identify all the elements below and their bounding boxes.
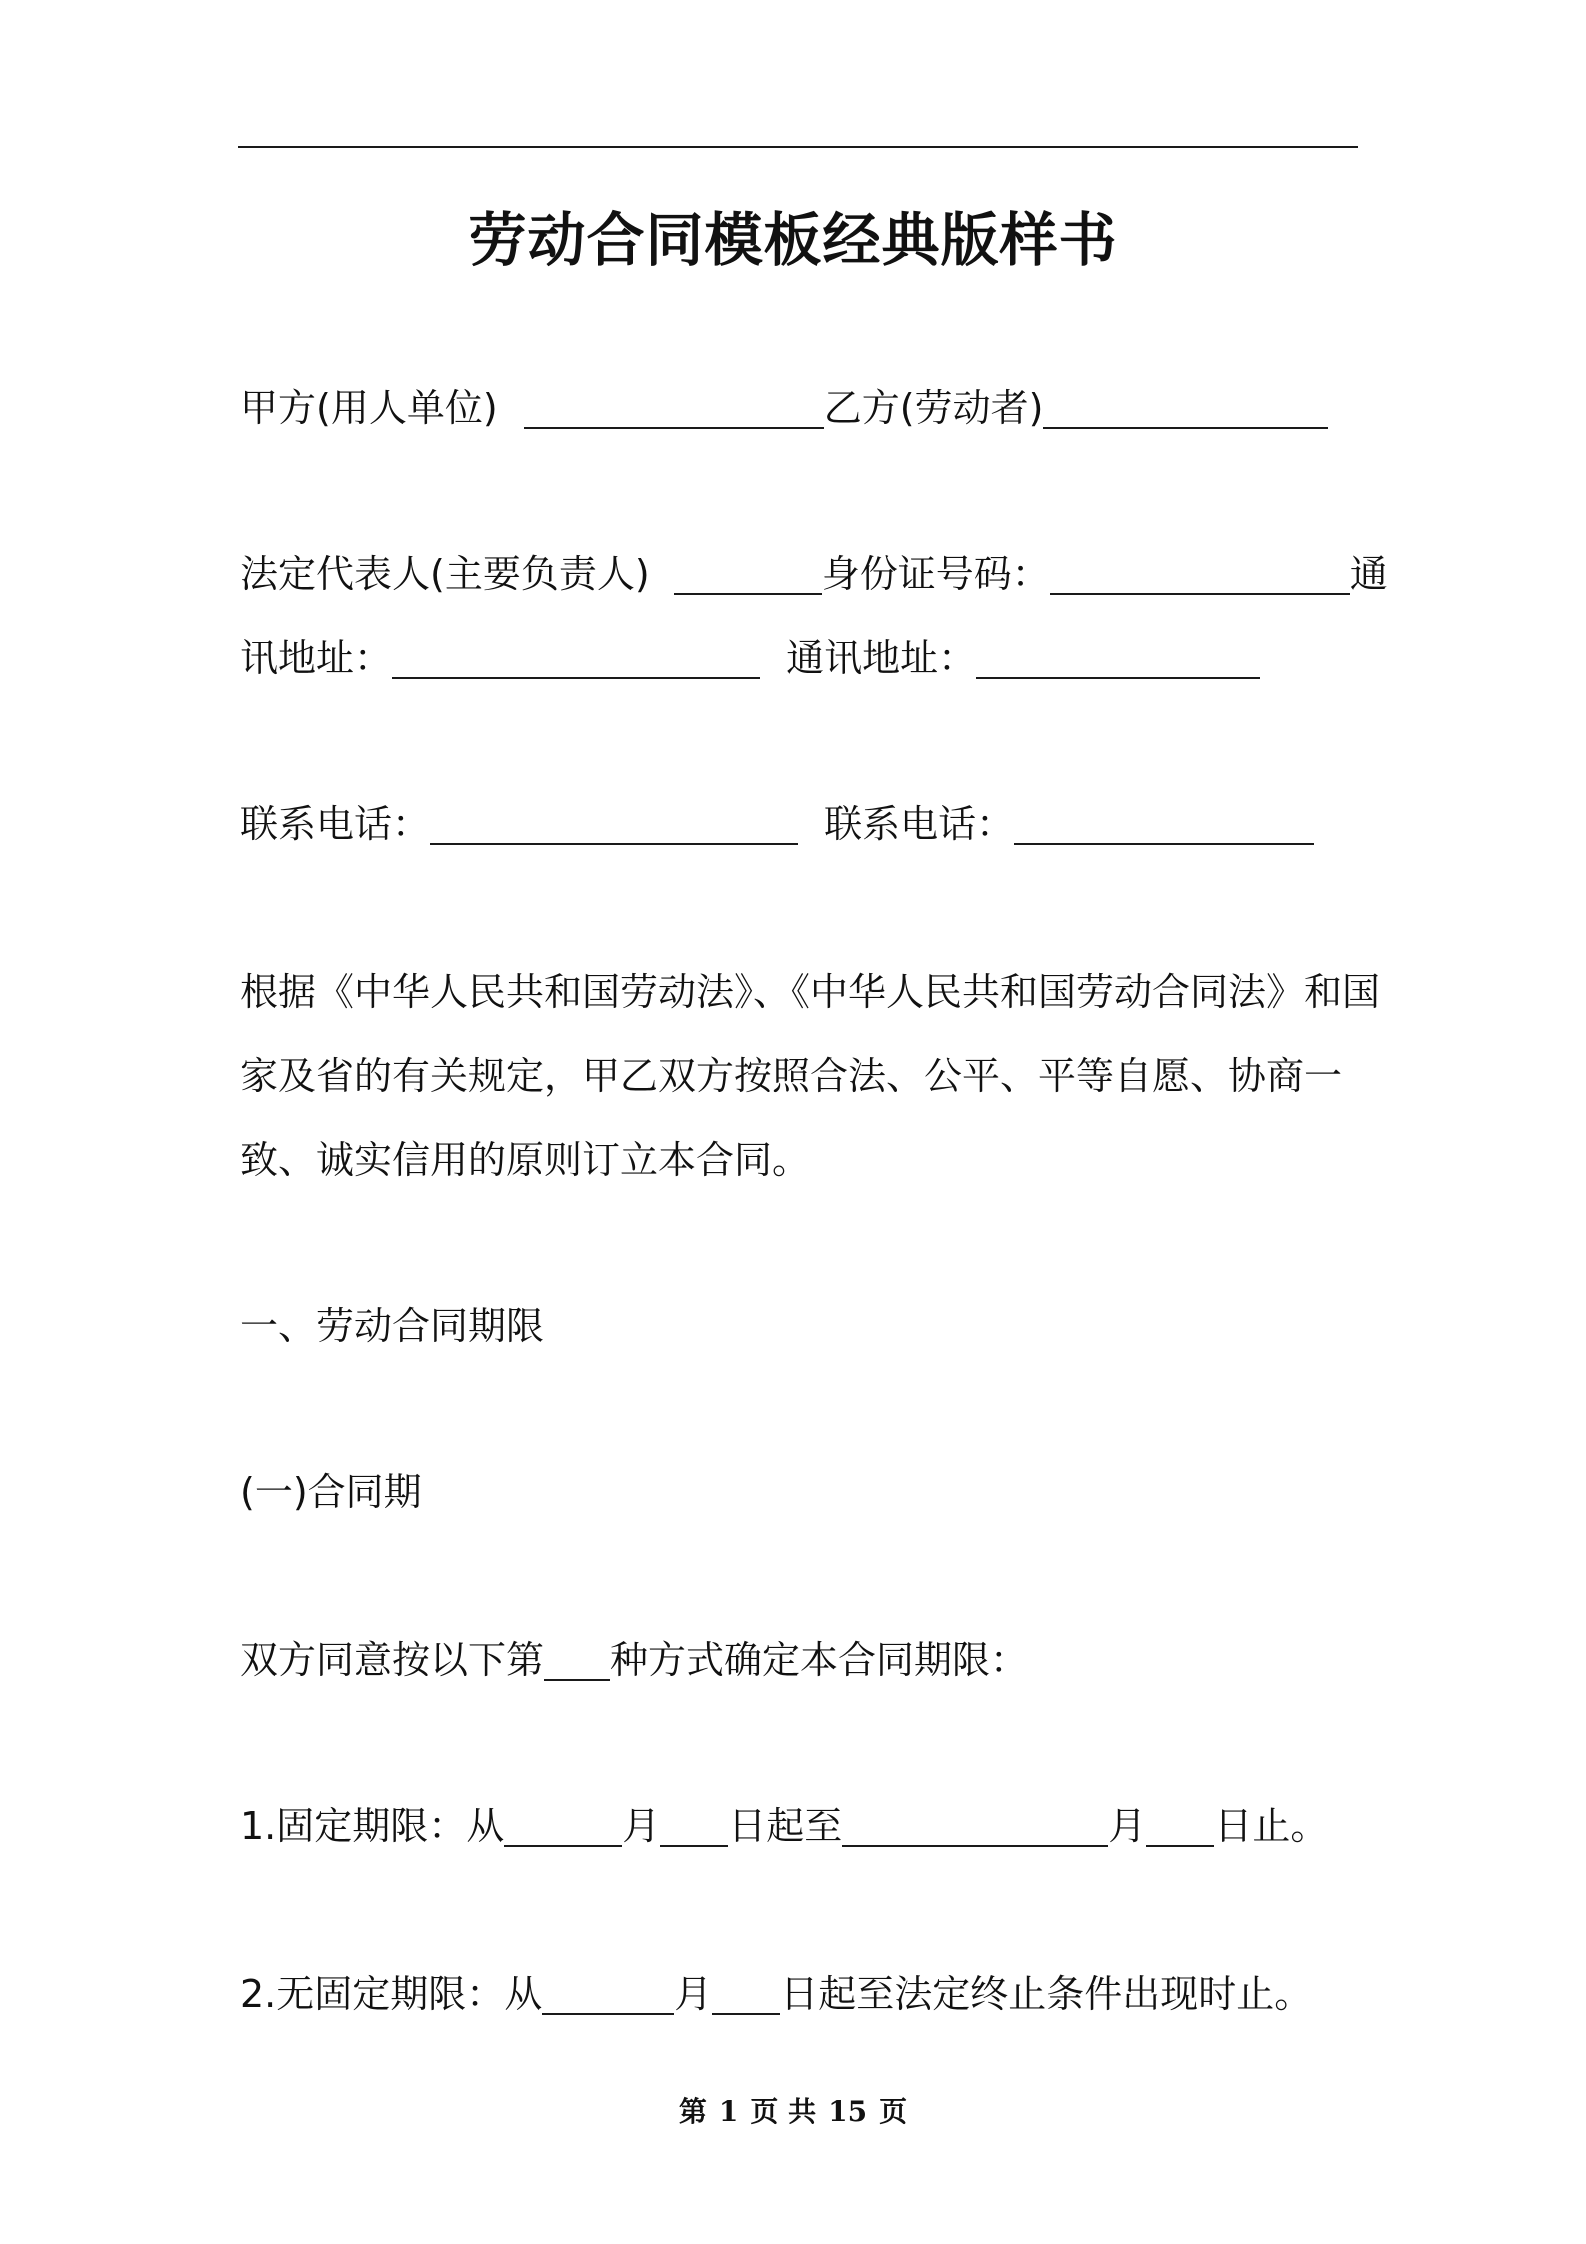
fixed-end-day-blank[interactable] bbox=[1146, 1805, 1214, 1847]
section-1-subtitle: (一)合同期 bbox=[240, 1470, 422, 1514]
address-line bbox=[240, 630, 1260, 686]
phone-a-blank[interactable] bbox=[430, 803, 798, 845]
section-1-title: 一、劳动合同期限 bbox=[240, 1304, 545, 1348]
open-start-blank[interactable] bbox=[542, 1973, 674, 2015]
party-b-blank[interactable] bbox=[1043, 387, 1328, 429]
open-term-line bbox=[240, 1966, 1312, 2022]
legal-rep-label: 法定代表人(主要负责人) bbox=[240, 552, 650, 596]
fixed-pre: 1.固定期限：从 bbox=[240, 1804, 505, 1848]
party-b-label: 乙方(劳动者) bbox=[823, 386, 1044, 430]
phone-label-b: 联系电话： bbox=[824, 802, 1015, 846]
party-a-label: 甲方(用人单位) bbox=[240, 386, 498, 430]
phone-b-blank[interactable] bbox=[1014, 803, 1314, 845]
party-a-blank[interactable] bbox=[524, 387, 824, 429]
fixed-start-blank[interactable] bbox=[504, 1805, 622, 1847]
party-line bbox=[240, 380, 1328, 436]
agree-pre: 双方同意按以下第 bbox=[240, 1638, 545, 1682]
legal-rep-line bbox=[240, 546, 1388, 602]
legal-rep-blank[interactable] bbox=[674, 553, 822, 595]
open-end: 日起至法定终止条件出现时止。 bbox=[780, 1972, 1313, 2016]
footer-page-number: 1 bbox=[718, 2095, 739, 2128]
fixed-month2: 月 bbox=[1108, 1804, 1147, 1848]
option-blank[interactable] bbox=[544, 1639, 610, 1681]
document-title: 劳动合同模板经典版样书 bbox=[468, 206, 1118, 274]
footer-total-pages: 15 bbox=[828, 2095, 868, 2128]
address-a-blank[interactable] bbox=[392, 637, 760, 679]
address-b-blank[interactable] bbox=[976, 637, 1260, 679]
open-day-blank[interactable] bbox=[712, 1973, 780, 2015]
phone-label-a: 联系电话： bbox=[240, 802, 431, 846]
agree-post: 种方式确定本合同期限： bbox=[610, 1638, 1029, 1682]
open-pre: 2.无固定期限：从 bbox=[240, 1972, 543, 2016]
agree-line bbox=[240, 1632, 1028, 1688]
phone-line bbox=[240, 796, 1314, 852]
fixed-day-from: 日起至 bbox=[728, 1804, 843, 1848]
id-blank[interactable] bbox=[1050, 553, 1350, 595]
address-label-a-start: 通 bbox=[1349, 552, 1388, 596]
fixed-term-line bbox=[240, 1798, 1328, 1854]
fixed-day-blank[interactable] bbox=[660, 1805, 728, 1847]
open-month: 月 bbox=[674, 1972, 713, 2016]
header-rule bbox=[238, 146, 1358, 148]
page-footer bbox=[0, 2092, 1586, 2132]
footer-mid: 页 共 bbox=[750, 2095, 817, 2128]
id-label: 身份证号码： bbox=[821, 552, 1050, 596]
address-label-a-end: 讯地址： bbox=[240, 636, 393, 680]
footer-post: 页 bbox=[879, 2095, 908, 2128]
footer-pre: 第 bbox=[678, 2095, 707, 2128]
address-label-b: 通讯地址： bbox=[786, 636, 977, 680]
fixed-month: 月 bbox=[622, 1804, 661, 1848]
intro-paragraph: 根据《中华人民共和国劳动法》、《中华人民共和国劳动合同法》和国家及省的有关规定，甲乙双方按照合法、公平、平等自愿、协商一致、诚实信用的原则订立本合同。 bbox=[240, 970, 1381, 1182]
fixed-end-blank[interactable] bbox=[842, 1805, 1108, 1847]
fixed-end: 日止。 bbox=[1214, 1804, 1329, 1848]
